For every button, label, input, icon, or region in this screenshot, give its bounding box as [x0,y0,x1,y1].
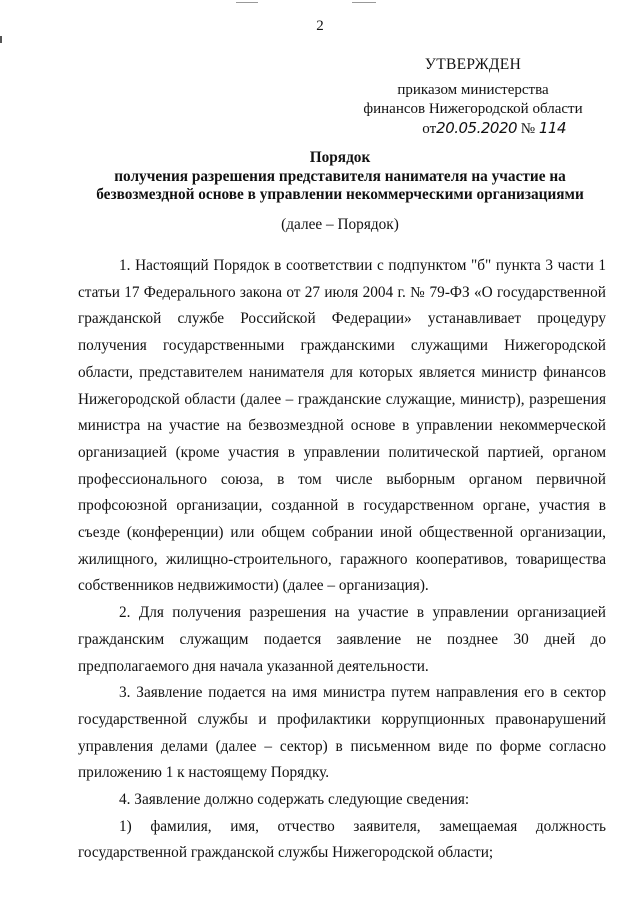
paragraph-2: 2. Для получения разрешения на участие в управлении организацией гражданским служащим подается заявление не позднее 30 дней до предполагаемого дня начала указанной деятельности. [78,604,606,675]
document-subtitle: (далее – Порядок) [281,216,399,233]
scan-artifact [352,2,376,3]
approval-order-line [358,119,588,139]
scan-artifact [236,2,258,3]
order-number-label: № [520,121,536,137]
title-line-3: безвозмездной основе в управлении некоммерческими организациями [96,186,584,203]
approval-line-2: финансов Нижегородской области [363,101,583,117]
document-title [40,149,640,205]
title-line-1: Порядок [309,149,371,166]
order-number-handwritten: 114 [538,119,566,137]
title-line-2: получения разрешения представителя нанимателя на участие на [114,167,566,185]
approval-heading: УТВЕРЖДЕН [424,56,522,73]
page-number: 2 [316,18,324,34]
document-body [78,253,606,867]
order-prefix: от [422,121,437,137]
paragraph-1: 1. Настоящий Порядок в соответствии с подпунктом "б" пункта 3 части 1 статьи 17 Федерального закона от 27 июля 2004 г. № 79-ФЗ «О государственной гражданской службе Российской Федерации» устанавливает процедуру получения государственными гражданскими служащими Нижегородской области, представителем нанимателя для которых является министр финансов Нижегородской области (далее – гражданские служащие, министр), разрешения министра на участие на безвозмездной основе в управлении некоммерческой организацией (кроме участия в управлении политической партией, органом профессионального союза, в том числе выборным органом первичной профсоюзной организации, созданной в государственном органе, участия в съезде (конференции) или общем собрании иной общественной организации, жилищного, жилищно-строительного, гаражного кооперативов, товарищества собственников недвижимости) (далее – организация). [78,257,606,595]
order-date-handwritten: 20.05.2020 [436,119,518,137]
approval-line-1: приказом министерства [397,82,549,98]
paragraph-3: 3. Заявление подается на имя министра путем направления его в сектор государственной службы и профилактики коррупционных правонарушений управления делами (далее – сектор) в письменном виде по форме согласно приложению 1 к настоящему Порядку. [78,684,606,782]
paragraph-4: 4. Заявление должно содержать следующие сведения: [119,791,470,809]
paragraph-5: 1) фамилия, имя, отчество заявителя, замещаемая должность государственной гражданской службы Нижегородской области; [78,817,606,862]
scan-artifact [0,36,2,43]
approval-stamp-block [358,55,588,139]
